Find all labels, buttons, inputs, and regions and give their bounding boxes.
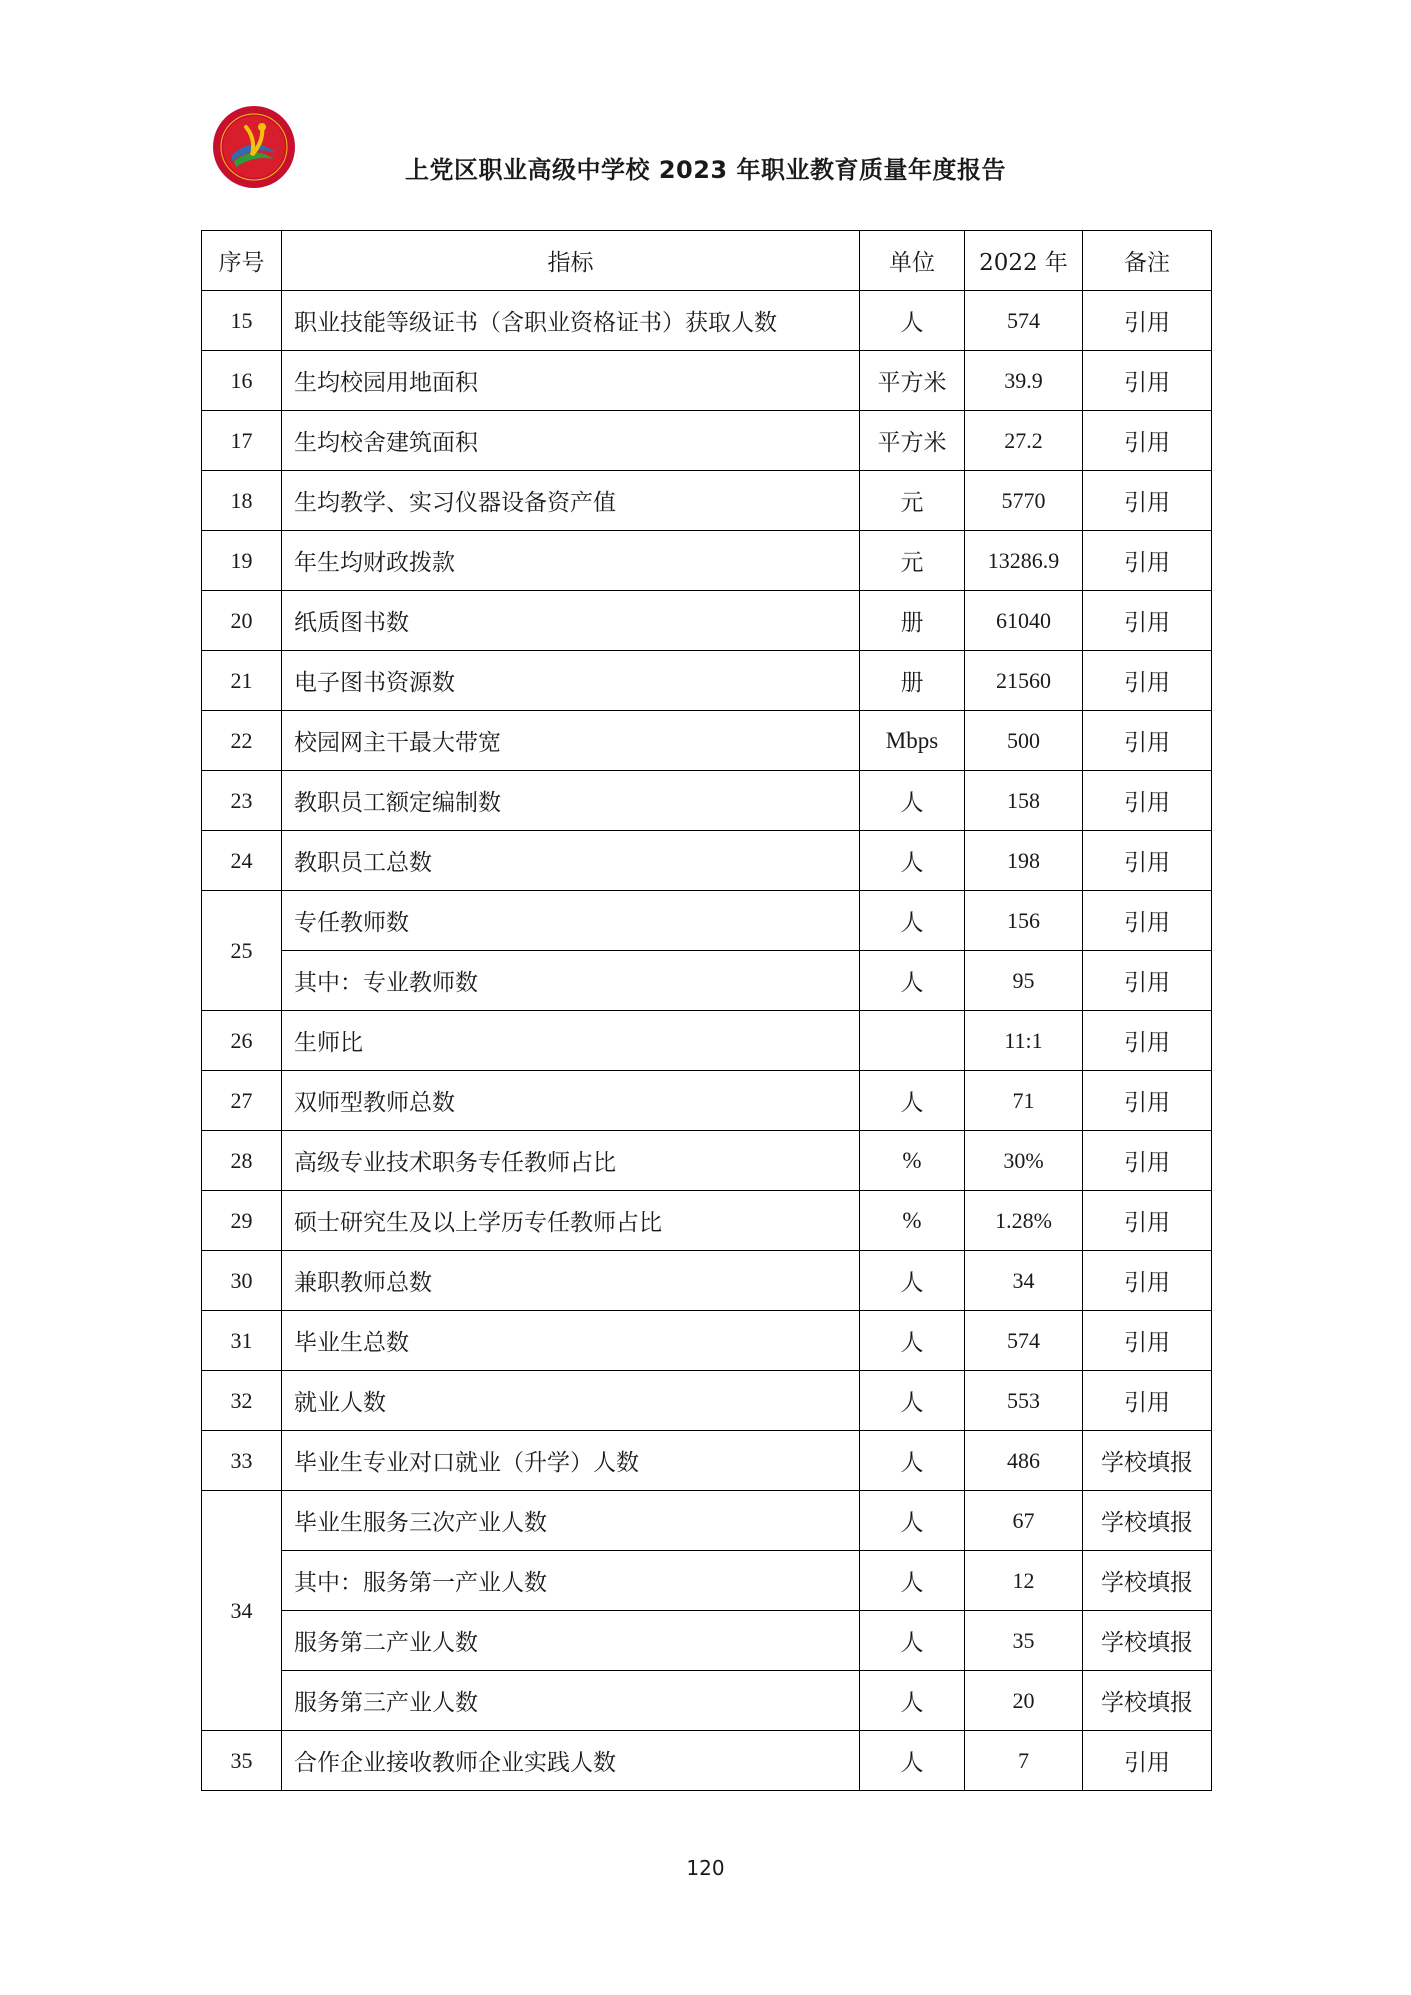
note-cell: 学校填报: [1083, 1611, 1212, 1671]
value-cell: 30%: [965, 1131, 1083, 1191]
value-cell: 486: [965, 1431, 1083, 1491]
value-cell: 61040: [965, 591, 1083, 651]
indicator-name: 生均校园用地面积: [282, 351, 860, 411]
table-row: [202, 411, 1212, 471]
table-row: [202, 711, 1212, 771]
unit-cell: 人: [860, 1491, 965, 1551]
table-header-row: [202, 231, 1212, 291]
indicator-table: [201, 230, 1212, 1791]
note-cell: 引用: [1083, 771, 1212, 831]
indicator-name: 毕业生专业对口就业（升学）人数: [282, 1431, 860, 1491]
indicator-name: 双师型教师总数: [282, 1071, 860, 1131]
indicator-name: 专任教师数: [282, 891, 860, 951]
note-cell: 学校填报: [1083, 1671, 1212, 1731]
note-cell: 引用: [1083, 1131, 1212, 1191]
table-row: [202, 771, 1212, 831]
table-row: [202, 1431, 1212, 1491]
indicator-name: 纸质图书数: [282, 591, 860, 651]
note-cell: 引用: [1083, 471, 1212, 531]
indicator-name: 职业技能等级证书（含职业资格证书）获取人数: [282, 291, 860, 351]
value-cell: 156: [965, 891, 1083, 951]
note-cell: 引用: [1083, 1251, 1212, 1311]
note-cell: 学校填报: [1083, 1551, 1212, 1611]
unit-cell: 平方米: [860, 351, 965, 411]
value-cell: 1.28%: [965, 1191, 1083, 1251]
unit-cell: 人: [860, 1731, 965, 1791]
table-row: [202, 891, 1212, 951]
table-row: [202, 1611, 1212, 1671]
table-row: [202, 951, 1212, 1011]
unit-cell: 人: [860, 1071, 965, 1131]
table-row: [202, 291, 1212, 351]
table-row: [202, 1491, 1212, 1551]
row-number: 35: [202, 1731, 282, 1791]
value-cell: 158: [965, 771, 1083, 831]
table-row: [202, 1251, 1212, 1311]
note-cell: 引用: [1083, 351, 1212, 411]
note-cell: 引用: [1083, 1191, 1212, 1251]
note-cell: 引用: [1083, 591, 1212, 651]
value-cell: 13286.9: [965, 531, 1083, 591]
note-cell: 引用: [1083, 411, 1212, 471]
indicator-name: 硕士研究生及以上学历专任教师占比: [282, 1191, 860, 1251]
indicator-name: 生均校舍建筑面积: [282, 411, 860, 471]
note-cell: 引用: [1083, 831, 1212, 891]
unit-cell: Mbps: [860, 711, 965, 771]
table-row: [202, 531, 1212, 591]
value-cell: 574: [965, 1311, 1083, 1371]
value-cell: 12: [965, 1551, 1083, 1611]
value-cell: 553: [965, 1371, 1083, 1431]
row-number: 34: [202, 1491, 282, 1731]
table-row: [202, 591, 1212, 651]
table-row: [202, 1131, 1212, 1191]
note-cell: 引用: [1083, 531, 1212, 591]
indicator-name: 其中：专业教师数: [282, 951, 860, 1011]
unit-cell: 人: [860, 1371, 965, 1431]
table-row: [202, 1311, 1212, 1371]
column-header-note: 备注: [1083, 231, 1212, 291]
unit-cell: 人: [860, 1431, 965, 1491]
table-row: [202, 1371, 1212, 1431]
unit-cell: 册: [860, 591, 965, 651]
table-row: [202, 831, 1212, 891]
indicator-name: 其中：服务第一产业人数: [282, 1551, 860, 1611]
value-cell: 67: [965, 1491, 1083, 1551]
indicator-name: 毕业生服务三次产业人数: [282, 1491, 860, 1551]
unit-cell: 平方米: [860, 411, 965, 471]
indicator-name: 就业人数: [282, 1371, 860, 1431]
row-number: 27: [202, 1071, 282, 1131]
unit-cell: 册: [860, 651, 965, 711]
note-cell: 引用: [1083, 651, 1212, 711]
table-row: [202, 1551, 1212, 1611]
row-number: 28: [202, 1131, 282, 1191]
table-row: [202, 1671, 1212, 1731]
row-number: 15: [202, 291, 282, 351]
row-number: 24: [202, 831, 282, 891]
table-row: [202, 471, 1212, 531]
note-cell: 引用: [1083, 891, 1212, 951]
unit-cell: 人: [860, 771, 965, 831]
row-number: 26: [202, 1011, 282, 1071]
row-number: 19: [202, 531, 282, 591]
row-number: 30: [202, 1251, 282, 1311]
unit-cell: 人: [860, 1611, 965, 1671]
column-header-no: 序号: [202, 231, 282, 291]
row-number: 32: [202, 1371, 282, 1431]
row-number: 22: [202, 711, 282, 771]
row-number: 25: [202, 891, 282, 1011]
row-number: 31: [202, 1311, 282, 1371]
value-cell: 500: [965, 711, 1083, 771]
indicator-name: 服务第二产业人数: [282, 1611, 860, 1671]
indicator-name: 生均教学、实习仪器设备资产值: [282, 471, 860, 531]
unit-cell: 人: [860, 1251, 965, 1311]
indicator-name: 校园网主干最大带宽: [282, 711, 860, 771]
indicator-name: 高级专业技术职务专任教师占比: [282, 1131, 860, 1191]
unit-cell: %: [860, 1191, 965, 1251]
page-title: 上党区职业高级中学校 2023 年职业教育质量年度报告: [404, 156, 1006, 184]
row-number: 29: [202, 1191, 282, 1251]
row-number: 23: [202, 771, 282, 831]
row-number: 17: [202, 411, 282, 471]
value-cell: 95: [965, 951, 1083, 1011]
value-cell: 71: [965, 1071, 1083, 1131]
unit-cell: 人: [860, 1671, 965, 1731]
unit-cell: [860, 1011, 965, 1071]
note-cell: 学校填报: [1083, 1491, 1212, 1551]
value-cell: 34: [965, 1251, 1083, 1311]
table-row: [202, 651, 1212, 711]
indicator-name: 兼职教师总数: [282, 1251, 860, 1311]
note-cell: 学校填报: [1083, 1431, 1212, 1491]
indicator-name: 服务第三产业人数: [282, 1671, 860, 1731]
value-cell: 39.9: [965, 351, 1083, 411]
row-number: 16: [202, 351, 282, 411]
value-cell: 20: [965, 1671, 1083, 1731]
row-number: 20: [202, 591, 282, 651]
column-header-unit: 单位: [860, 231, 965, 291]
unit-cell: 元: [860, 471, 965, 531]
table-row: [202, 1071, 1212, 1131]
unit-cell: 人: [860, 891, 965, 951]
value-cell: 574: [965, 291, 1083, 351]
unit-cell: 人: [860, 1551, 965, 1611]
note-cell: 引用: [1083, 1311, 1212, 1371]
column-header-indicator: 指标: [282, 231, 860, 291]
indicator-name: 电子图书资源数: [282, 651, 860, 711]
value-cell: 27.2: [965, 411, 1083, 471]
indicator-name: 年生均财政拨款: [282, 531, 860, 591]
note-cell: 引用: [1083, 291, 1212, 351]
unit-cell: 元: [860, 531, 965, 591]
unit-cell: 人: [860, 291, 965, 351]
indicator-name: 教职员工总数: [282, 831, 860, 891]
table-row: [202, 1191, 1212, 1251]
unit-cell: 人: [860, 1311, 965, 1371]
value-cell: 7: [965, 1731, 1083, 1791]
indicator-name: 教职员工额定编制数: [282, 771, 860, 831]
indicator-name: 合作企业接收教师企业实践人数: [282, 1731, 860, 1791]
note-cell: 引用: [1083, 1731, 1212, 1791]
value-cell: 35: [965, 1611, 1083, 1671]
row-number: 33: [202, 1431, 282, 1491]
note-cell: 引用: [1083, 1371, 1212, 1431]
value-cell: 11:1: [965, 1011, 1083, 1071]
note-cell: 引用: [1083, 711, 1212, 771]
indicator-name: 毕业生总数: [282, 1311, 860, 1371]
note-cell: 引用: [1083, 951, 1212, 1011]
unit-cell: %: [860, 1131, 965, 1191]
indicator-name: 生师比: [282, 1011, 860, 1071]
table-row: [202, 1731, 1212, 1791]
value-cell: 198: [965, 831, 1083, 891]
column-header-year: 2022 年: [965, 231, 1083, 291]
note-cell: 引用: [1083, 1071, 1212, 1131]
row-number: 21: [202, 651, 282, 711]
unit-cell: 人: [860, 951, 965, 1011]
table-row: [202, 1011, 1212, 1071]
table-row: [202, 351, 1212, 411]
row-number: 18: [202, 471, 282, 531]
note-cell: 引用: [1083, 1011, 1212, 1071]
unit-cell: 人: [860, 831, 965, 891]
page-number: 120: [686, 1856, 725, 1880]
value-cell: 5770: [965, 471, 1083, 531]
value-cell: 21560: [965, 651, 1083, 711]
